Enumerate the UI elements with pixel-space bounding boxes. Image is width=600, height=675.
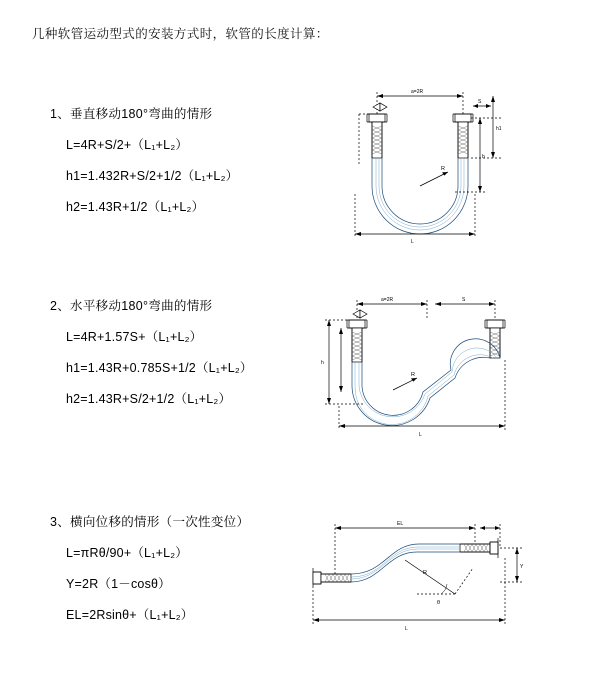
svg-text:L: L	[419, 432, 422, 438]
vertical-180-bend-diagram	[315, 74, 565, 264]
svg-text:h: h	[482, 154, 485, 160]
svg-text:EL: EL	[397, 521, 404, 527]
svg-text:h: h	[321, 360, 324, 366]
svg-text:S: S	[478, 99, 482, 105]
svg-text:Y: Y	[520, 564, 524, 570]
lateral-offset-diagram	[295, 508, 570, 648]
section-2-formula-3: h2=1.43R+S/2+1/2（L₁+L₂）	[66, 392, 232, 406]
section-2-title: 2、水平移动180°弯曲的情形	[50, 299, 213, 313]
horizontal-180-bend-diagram	[305, 286, 565, 451]
section-1-title: 1、垂直移动180°弯曲的情形	[50, 107, 213, 121]
section-1-formula-1: L=4R+S/2+（L₁+L₂）	[66, 138, 189, 152]
section-2-formula-2: h1=1.43R+0.785S+1/2（L₁+L₂）	[66, 361, 253, 375]
section-2-text	[50, 296, 310, 407]
section-3-formula-1: L=πRθ/90+（L₁+L₂）	[66, 546, 189, 560]
section-3-text	[50, 512, 310, 623]
section-1-formula-2: h1=1.432R+S/2+1/2（L₁+L₂）	[66, 169, 239, 183]
intro-text: 几种软管运动型式的安装方式时，软管的长度计算：	[32, 27, 329, 41]
section-3-formula-2: Y=2R（1－cosθ）	[66, 577, 171, 591]
lateral-offset-svg	[295, 508, 570, 648]
svg-text:L: L	[411, 239, 414, 245]
section-3-title: 3、横向位移的情形（一次性变位）	[50, 515, 250, 529]
svg-text:a=2R: a=2R	[411, 89, 424, 95]
svg-text:L: L	[405, 626, 408, 632]
svg-text:R: R	[441, 166, 445, 172]
section-1-formula-3: h2=1.43R+1/2（L₁+L₂）	[66, 200, 205, 214]
horizontal-180-bend-svg	[305, 286, 565, 451]
svg-text:θ: θ	[437, 600, 441, 606]
svg-text:h1: h1	[496, 126, 502, 132]
svg-text:S: S	[462, 297, 466, 303]
svg-text:R: R	[411, 372, 415, 378]
section-3-formula-3: EL=2Rsinθ+（L₁+L₂）	[66, 608, 194, 622]
section-2-formula-1: L=4R+1.57S+（L₁+L₂）	[66, 330, 203, 344]
svg-text:a=2R: a=2R	[381, 297, 394, 303]
vertical-180-bend-svg	[315, 74, 565, 264]
section-1-text	[50, 104, 310, 215]
svg-text:R: R	[423, 570, 427, 576]
